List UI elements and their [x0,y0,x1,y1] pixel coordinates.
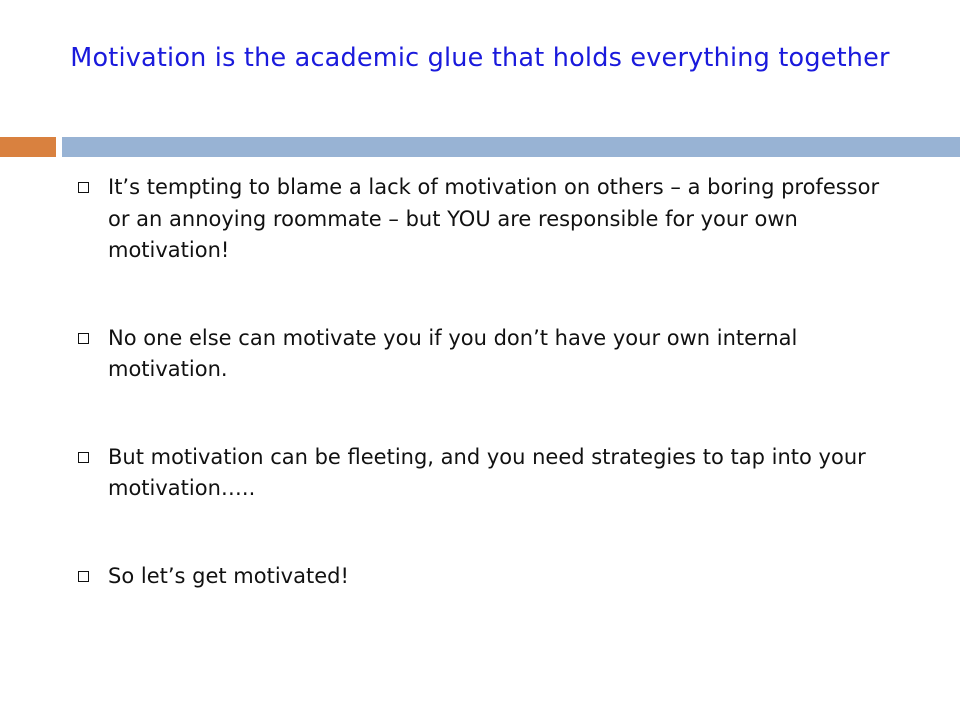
bullet-text: But motivation can be fleeting, and you need strategies to tap into your motivation….. [108,444,866,500]
bullet-item [74,561,904,593]
square-bullet-icon [78,571,89,582]
square-bullet-icon [78,452,89,463]
bullet-text: It’s tempting to blame a lack of motivation on others – a boring professor or an annoying roommate – but YOU are responsible for your own motivation! [108,175,880,262]
bullet-item [74,323,904,386]
slide-title: Motivation is the academic glue that holds everything together [70,43,890,73]
bullet-item [74,172,904,267]
accent-bar-blue [62,137,960,157]
bullet-text: So let’s get motivated! [108,563,349,588]
accent-bar-orange [0,137,56,157]
square-bullet-icon [78,182,89,193]
square-bullet-icon [78,333,89,344]
bullet-item [74,442,904,505]
bullet-list [74,172,904,592]
bullet-text: No one else can motivate you if you don’t have your own internal motivation. [108,325,798,381]
